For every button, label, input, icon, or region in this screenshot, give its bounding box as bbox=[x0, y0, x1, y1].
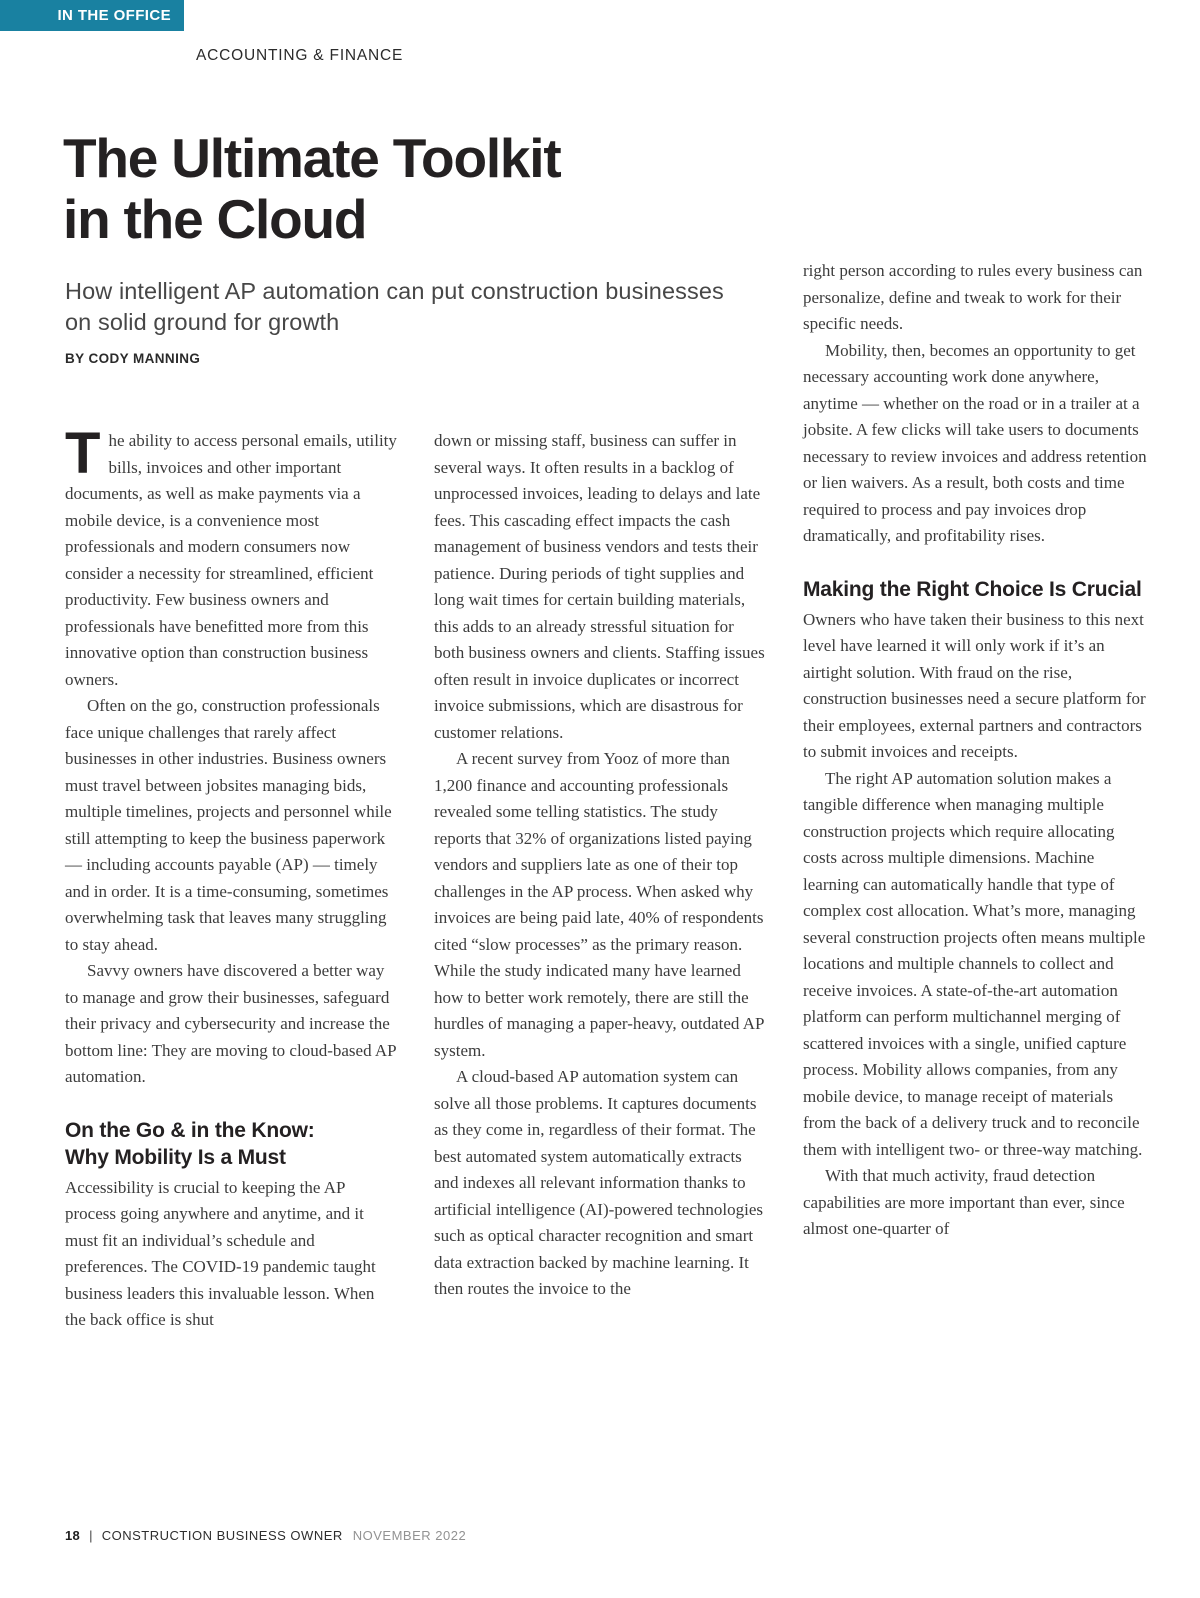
footer-separator: | bbox=[89, 1528, 93, 1543]
paragraph: Savvy owners have discovered a better way to manage and grow their businesses, safeguard their privacy and cybersecurity and increase the bottom line: They are moving to cloud-based AP automation. bbox=[65, 961, 396, 1086]
article-title-line2: in the Cloud bbox=[63, 188, 367, 250]
issue-date: NOVEMBER 2022 bbox=[352, 1528, 467, 1543]
page-number: 18 bbox=[65, 1528, 81, 1543]
paragraph: A cloud-based AP automation system can solve all those problems. It captures documents as they come in, regardless of their format. The best automated system automatically extracts and indexes all relevant information thanks to artificial intelligence (AI)-powered technologies such as optical character recognition and smart data extraction backed by machine learning. It then routes the invoice to the bbox=[434, 1067, 763, 1298]
section-heading-line2: Why Mobility Is a Must bbox=[65, 1145, 286, 1169]
paragraph: Owners who have taken their business to this next level have learned it will only work if it’s an airtight solution. With fraud on the rise, construction businesses need a secure platform for their employees, external partners and contractors to submit invoices and receipts. bbox=[803, 609, 1146, 761]
article-subtitle: How intelligent AP automation can put construction businesses on solid ground for growth bbox=[65, 278, 724, 335]
paragraph bbox=[65, 421, 397, 693]
paragraph: Accessibility is crucial to keeping the AP process going anywhere and anytime, and it must fit an individual’s schedule and preferences. The COVID-19 pandemic taught business leaders this invaluable lesson. When the back office is shut bbox=[65, 1177, 376, 1329]
paragraph: A recent survey from Yooz of more than 1,200 finance and accounting professionals revealed some telling statistics. The study reports that 32% of organizations listed paying vendors and suppliers late as one of their top challenges in the AP process. When asked why invoices are being paid late, 40% of respondents cited “slow processes” as the primary reason. While the study indicated many have learned how to better work remotely, there are still the hurdles of managing a paper-heavy, outdated AP system. bbox=[434, 749, 764, 1060]
magazine-name: CONSTRUCTION BUSINESS OWNER bbox=[101, 1528, 343, 1543]
section-heading-right-choice: Making the Right Choice Is Crucial bbox=[803, 577, 1142, 601]
article-title-line1: The Ultimate Toolkit bbox=[63, 127, 561, 189]
page-footer bbox=[65, 1528, 466, 1543]
paragraph-text: he ability to access personal emails, utility bills, invoices and other important documents, as well as make payments via a mobile device, is a convenience most professionals and modern consumers now consider a necessity for streamlined, efficient productivity. Few business owners and professionals have benefitted more from this innovative option than construction business owners. bbox=[65, 431, 397, 689]
article-title bbox=[63, 128, 561, 250]
section-heading-mobility bbox=[65, 1117, 397, 1171]
section-heading-line1: On the Go & in the Know: bbox=[65, 1118, 315, 1142]
section-label: ACCOUNTING & FINANCE bbox=[196, 47, 404, 64]
paragraph: The right AP automation solution makes a tangible difference when managing multiple construction projects which require allocating costs across multiple dimensions. Machine learning can automatically handle that type of complex cost allocation. What’s more, managing several construction projects often means multiple locations and multiple channels to collect and receive invoices. A state-of-the-art automation platform can perform multichannel merging of scattered invoices with a single, unified capture process. Mobility allows companies, from any mobile device, to manage receipt of materials from the back of a delivery truck and to reconcile them with intelligent two- or three-way matching. bbox=[803, 768, 1146, 1159]
article-column-2 bbox=[434, 428, 766, 1303]
paragraph: right person according to rules every business can personalize, define and tweak to work for their specific needs. bbox=[803, 261, 1143, 333]
article-column-1 bbox=[65, 421, 397, 1334]
drop-cap: T bbox=[65, 421, 101, 486]
paragraph: Mobility, then, becomes an opportunity to get necessary accounting work done anywhere, anytime — whether on the road or in a trailer at a jobsite. A few clicks will take users to documents necessary to review invoices and address retention or lien waivers. As a result, both costs and time required to process and pay invoices drop dramatically, and profitability rises. bbox=[803, 340, 1147, 545]
section-badge-label: IN THE OFFICE bbox=[57, 7, 171, 24]
paragraph: Often on the go, construction professionals face unique challenges that rarely affect businesses in other industries. Business owners must travel between jobsites managing bids, multiple timelines, projects and personnel while still attempting to keep the business paperwork — including accounts payable (AP) — timely and in order. It is a time-consuming, sometimes overwhelming task that leaves many struggling to stay ahead. bbox=[65, 696, 392, 954]
article-byline: BY CODY MANNING bbox=[65, 351, 201, 366]
paragraph: down or missing staff, business can suffer in several ways. It often results in a backlog of unprocessed invoices, leading to delays and late fees. This cascading effect impacts the cash management of business vendors and tests their patience. During periods of tight supplies and long wait times for certain building materials, this adds to an already stressful situation for both business owners and clients. Staffing issues often result in invoice duplicates or incorrect invoice submissions, which are disastrous for customer relations. bbox=[434, 431, 765, 742]
article-column-3 bbox=[803, 258, 1148, 1243]
section-badge bbox=[0, 0, 184, 31]
paragraph: With that much activity, fraud detection capabilities are more important than ever, since almost one-quarter of bbox=[803, 1166, 1125, 1238]
